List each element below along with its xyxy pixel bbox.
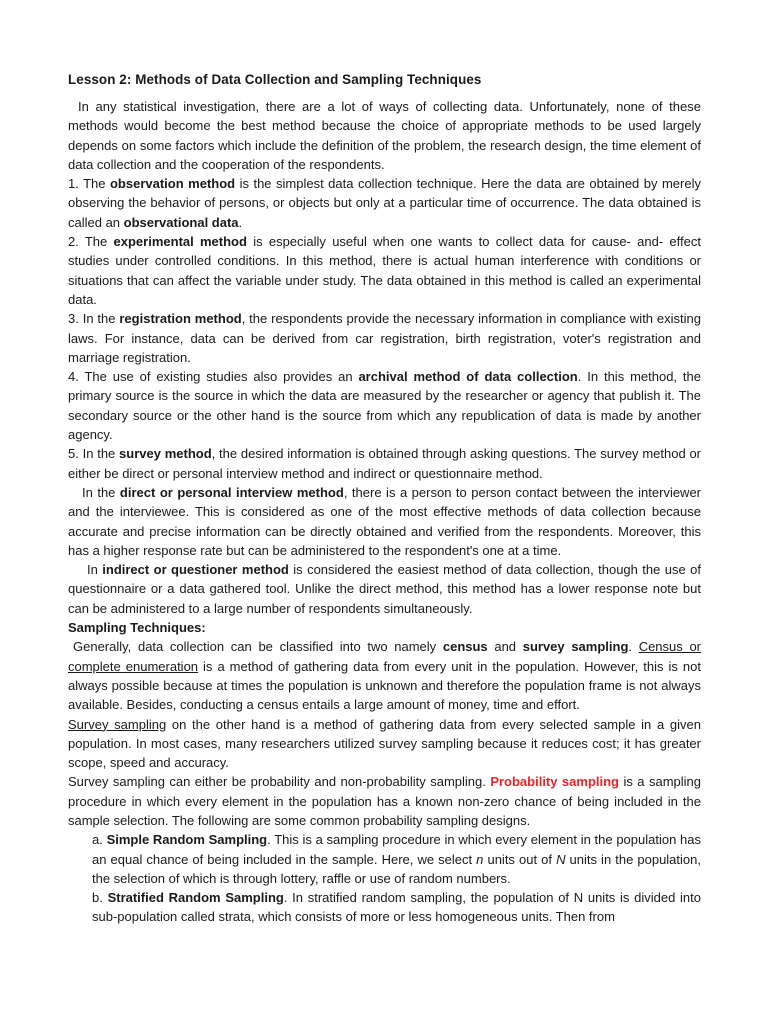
probability-sampling-paragraph: Survey sampling can either be probability and non-probability sampling. Probability sampling is a sampling procedure in which every element in the population has a known non-zero chance of being included in the sample selection. The following are some common probability sampling designs. [68,774,702,828]
sampling-techniques-heading: Sampling Techniques: [68,620,206,636]
simple-random-sampling-item: a. Simple Random Sampling. This is a sampling procedure in which every element in the population has an equal chance of being included in the sample. Here, we select n units out of N units in the population, the selection of which is through lottery, raffle or use of random numbers. [92,832,701,886]
indirect-method-paragraph: In indirect or questioner method is considered the easiest method of data collection, though the use of questionnaire or a data gathered tool. Unlike the direct method, this method has a lower response note but can be administered to a large number of respondents simultaneously. [68,562,701,616]
observational-data-term: observational data [123,214,239,230]
archival-method-term: archival method of data collection [358,369,578,385]
stratified-random-sampling-item: b. Stratified Random Sampling. In stratified random sampling, the population of N units is divided into sub-population called strata, which consists of more or less homogeneous units. Then from [92,890,701,925]
survey-sampling-paragraph: Survey sampling on the other hand is a method of gathering data from every selected sample in a given population. In most cases, many researchers utilized survey sampling because it reduces cost; it has greater scope, speed and accuracy. [68,716,701,771]
archival-method-paragraph: 4. The use of existing studies also provides an archival method of data collection. In this method, the primary source is the source in which the data are measured by the researcher or agency that publish it. The secondary source or the other hand is the source from which any republication of data is made by another agency. [68,369,701,443]
experimental-method-paragraph: 2. The experimental method is especially useful when one wants to collect data for cause- and- effect studies under controlled conditions. In this method, there is actual human interference with conditions or situations that can affect the variable under study. The data obtained in this method is called an experimental data. [68,234,701,307]
survey-sampling-term: survey sampling [522,639,629,655]
census-term: census [442,639,488,655]
survey-method-paragraph: 5. In the survey method, the desired information is obtained through asking questions. The survey method or either be direct or personal interview method and indirect or questionnaire method. [68,446,701,481]
page-title: Lesson 2: Methods of Data Collection and Sampling Techniques [68,72,482,87]
intro-paragraph: In any statistical investigation, there are a lot of ways of collecting data. Unfortunately, none of these methods would become the best method because the choice of appropriate methods to be used largely depends on some factors which include the definition of the problem, the research design, the time element of data collection and the cooperation of the respondents. [68,99,701,172]
probability-sampling-term: Probability sampling [490,774,620,790]
observation-method-paragraph: 1. The observation method is the simplest data collection technique. Here the data are obtained by merely observing the behavior of persons, or objects but only at a particular time of occurrence. The data obtained is called an observational data. [68,176,701,230]
simple-random-sampling-term: Simple Random Sampling [106,832,268,848]
stratified-random-sampling-term: Stratified Random Sampling [107,890,284,906]
indirect-method-term: indirect or questioner method [102,562,289,578]
direct-interview-term: direct or personal interview method [119,484,344,500]
registration-method-paragraph: 3. In the registration method, the respondents provide the necessary information in compliance with existing laws. For instance, data can be derived from car registration, birth registration, voter's registration and marriage registration. [68,311,701,365]
experimental-method-term: experimental method [113,234,247,250]
observation-method-term: observation method [109,176,236,192]
document-body [68,97,701,927]
census-paragraph: Generally, data collection can be classified into two namely census and survey sampling. Census or complete enumeration is a method of gathering data from every unit in the population. However, this is not always possible because at times the population is unknown and therefore the population frame is not always available. Besides, conducting a census entails a large amount of money, time and effort. [68,639,702,713]
survey-method-term: survey method [119,446,212,462]
survey-sampling-underlined: Survey sampling [68,716,167,732]
direct-interview-paragraph: In the direct or personal interview method, there is a person to person contact between the interviewer and the interviewee. This is considered as one of the most effective methods of data collection because accurate and precise information can be directly obtained and verified from the respondents. Moreover, this has a higher response rate but can be administered to the respondent's one at a time. [68,484,702,558]
registration-method-term: registration method [119,311,242,327]
census-enumeration-term: Census or complete enumeration [68,639,702,674]
